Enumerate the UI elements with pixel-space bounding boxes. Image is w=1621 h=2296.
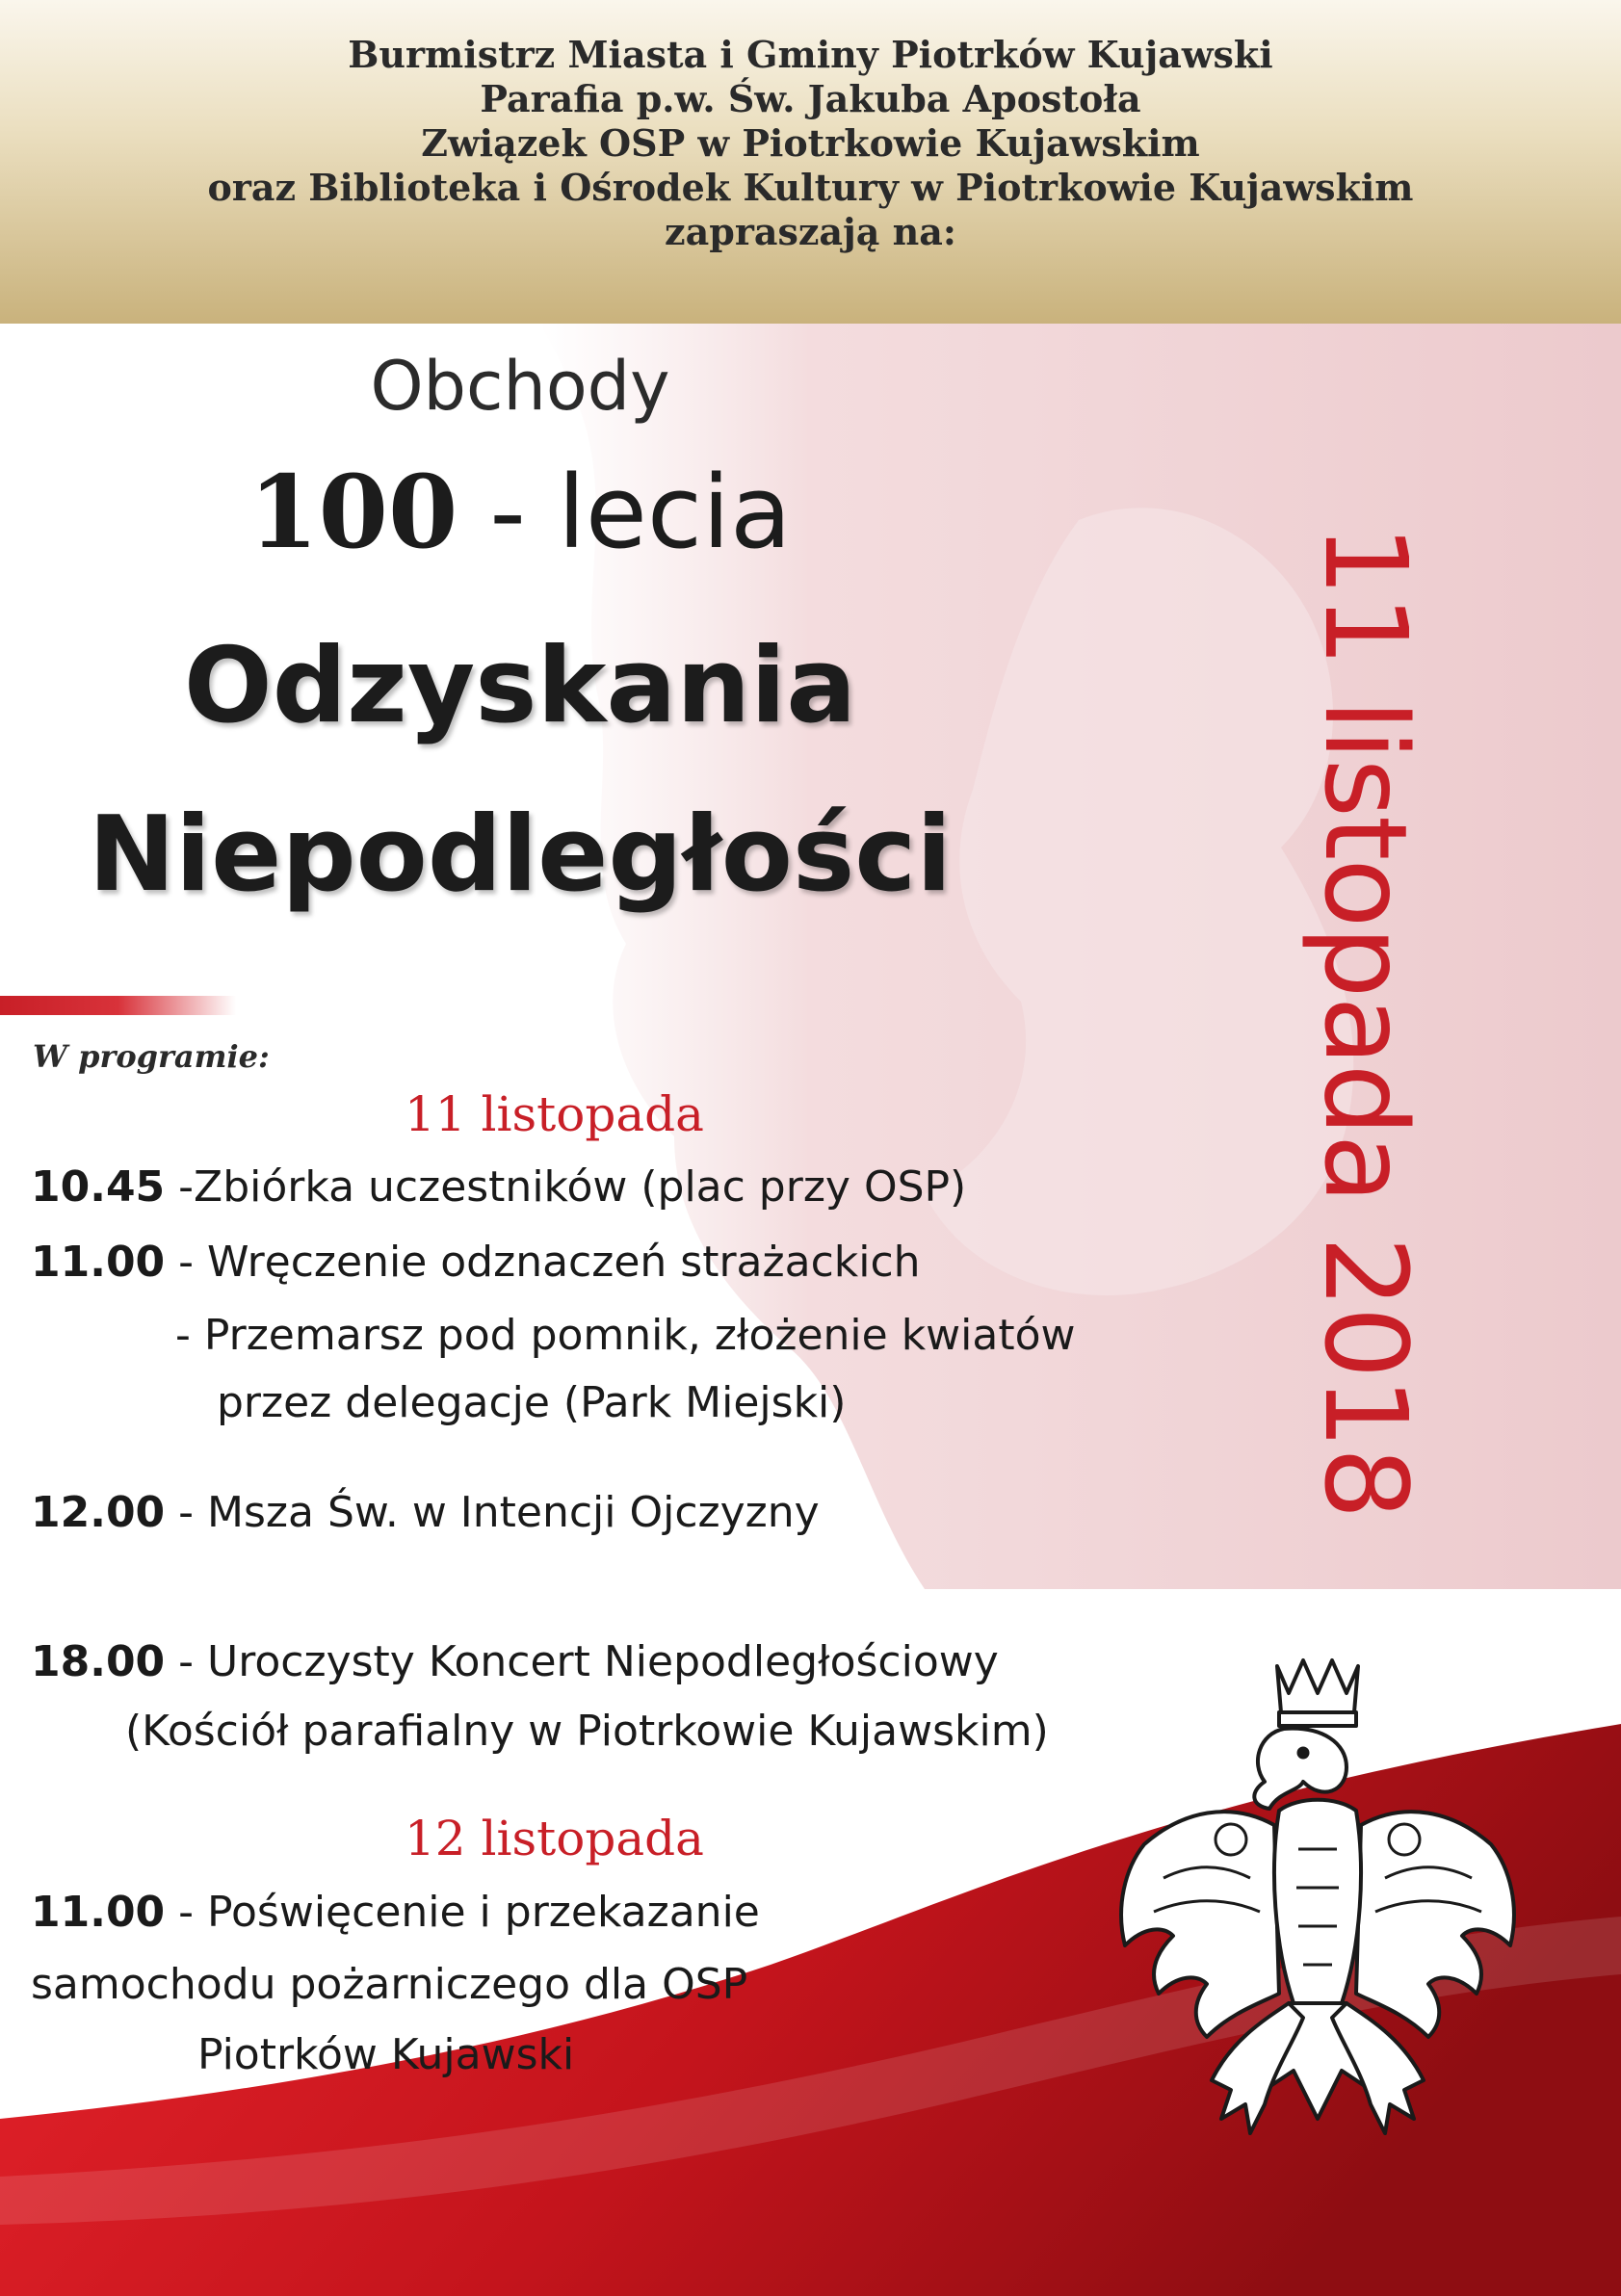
organizer-line-2: Parafia p.w. Św. Jakuba Apostoła xyxy=(480,77,1141,120)
program-item: 10.45 -Zbiórka uczestników (plac przy OSP) xyxy=(31,1162,967,1212)
program-item: 12.00 - Msza Św. w Intencji Ojczyzny xyxy=(31,1488,820,1537)
vertical-date: 11 listopada 2018 xyxy=(1299,524,1432,1518)
organizer-line-1: Burmistrz Miasta i Gminy Piotrków Kujawski xyxy=(348,33,1273,76)
program-item: samochodu pożarniczego dla OSP xyxy=(31,1960,748,2009)
program-item: Piotrków Kujawski xyxy=(197,2030,575,2079)
title-100-lecia xyxy=(0,453,1040,571)
invitation-line: zapraszają na: xyxy=(665,210,956,253)
day2-heading: 12 listopada xyxy=(405,1811,704,1866)
title-number: 100 xyxy=(248,453,458,571)
title-niepodleglosci: Niepodległości xyxy=(88,795,953,915)
white-eagle-emblem-icon xyxy=(1106,1637,1529,2177)
program-item: - Przemarsz pod pomnik, złożenie kwiatów xyxy=(175,1311,1076,1360)
title-odzyskania: Odzyskania xyxy=(183,626,857,746)
program-item: (Kościół parafialny w Piotrkowie Kujawskim) xyxy=(125,1707,1049,1756)
header-banner xyxy=(0,0,1621,324)
program-item: 11.00 - Wręczenie odznaczeń strażackich xyxy=(31,1238,921,1287)
organizer-line-3: Związek OSP w Piotrkowie Kujawskim xyxy=(421,121,1200,165)
organizer-line-4: oraz Biblioteka i Ośrodek Kultury w Piotrkowie Kujawskim xyxy=(207,166,1414,209)
title-lecia: - lecia xyxy=(458,454,792,571)
decorative-red-bar xyxy=(0,996,236,1015)
day1-heading: 11 listopada xyxy=(405,1086,704,1142)
program-item: przez delegacje (Park Miejski) xyxy=(217,1378,847,1427)
program-item: 11.00 - Poświęcenie i przekazanie xyxy=(31,1888,760,1937)
program-item: 18.00 - Uroczysty Koncert Niepodległościowy xyxy=(31,1637,999,1686)
program-label: W programie: xyxy=(33,1038,270,1075)
title-obchody: Obchody xyxy=(370,347,670,426)
